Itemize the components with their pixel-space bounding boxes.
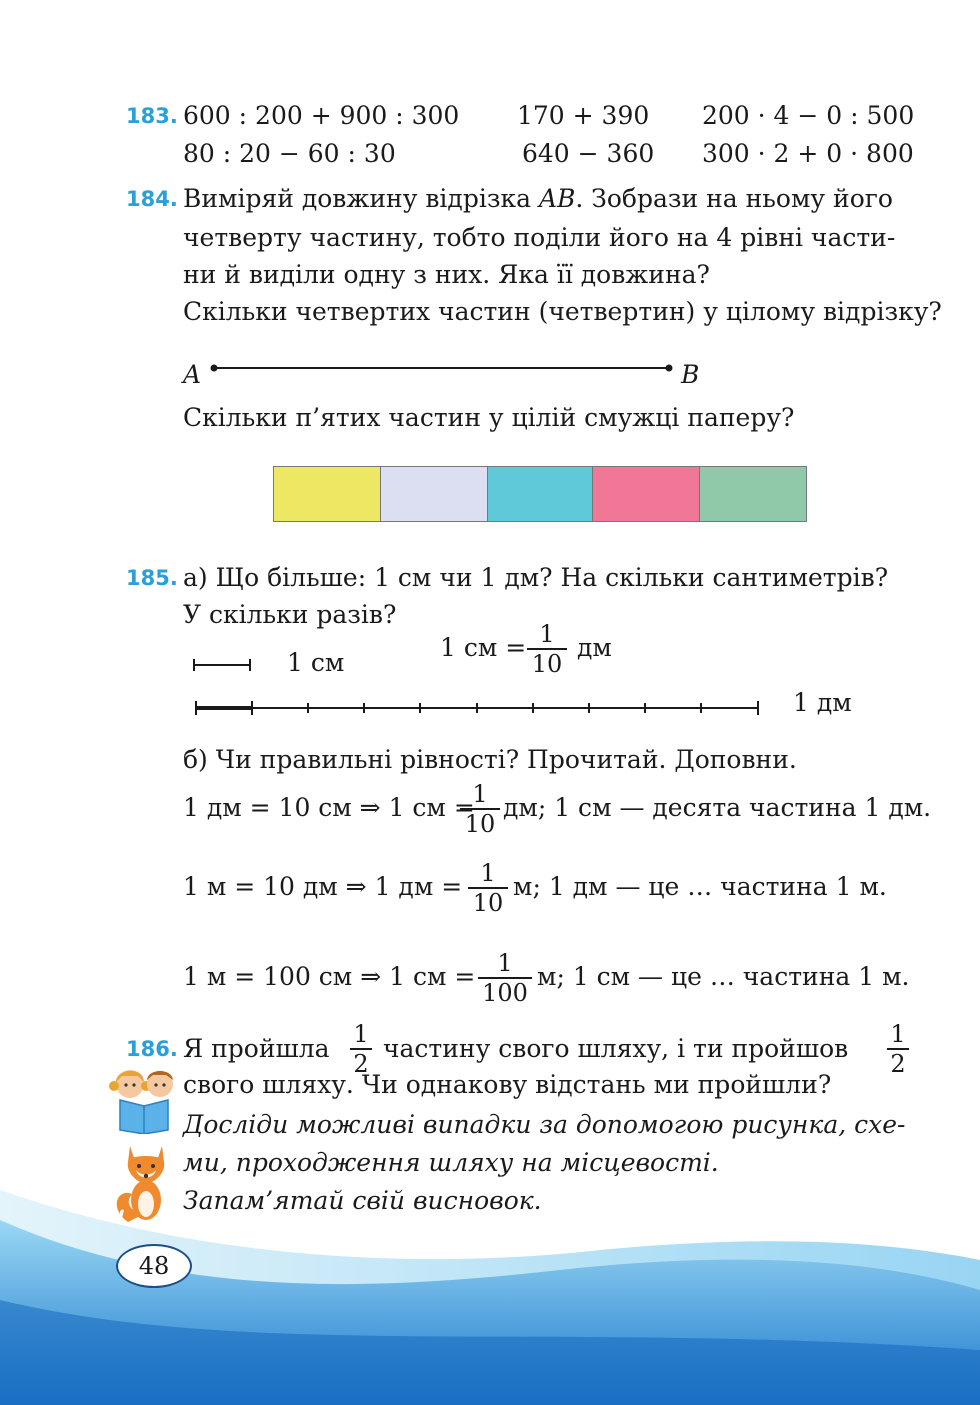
point-a-label: A xyxy=(183,360,202,389)
eq-3-left: 1 м = 100 см ⇒ 1 см = xyxy=(183,962,476,991)
task-186-line-5: Запам’ятай свій висновок. xyxy=(183,1186,542,1215)
eq-2-fraction: 1 10 xyxy=(468,860,508,916)
page-number-badge xyxy=(116,1244,192,1288)
eq-1-fraction: 1 10 xyxy=(460,781,500,837)
one-dm-label: 1 дм xyxy=(793,688,852,717)
task-183-expr-1: 600 : 200 + 900 : 300 xyxy=(183,101,460,130)
task-186-line-2: свого шляху. Чи однакову відстань ми пройшли? xyxy=(183,1070,832,1099)
task-183-expr-3: 200 · 4 − 0 : 500 xyxy=(702,101,915,130)
segment-ab xyxy=(205,360,680,376)
strip-part-3 xyxy=(487,466,593,522)
eq-3-right: м; 1 см — це … частина 1 м. xyxy=(537,962,910,991)
task-185-a-line-2: У скільки разів? xyxy=(183,600,397,629)
strip-part-2 xyxy=(380,466,488,522)
task-185-b-line: б) Чи правильні рівності? Прочитай. Доповни. xyxy=(183,745,797,774)
strip-part-1 xyxy=(273,466,381,522)
cm-eq-fraction: 1 10 xyxy=(527,621,567,677)
task-185-number: 185. xyxy=(126,566,178,590)
eq-2-left: 1 м = 10 дм ⇒ 1 дм = xyxy=(183,872,463,901)
cm-eq-left: 1 см = xyxy=(440,633,527,662)
task-186-fraction-1: 1 2 xyxy=(350,1021,372,1077)
children-reading-icon xyxy=(108,1064,180,1134)
eq-1-left: 1 дм = 10 см ⇒ 1 см = xyxy=(183,793,475,822)
fox-icon xyxy=(114,1138,178,1226)
decimeter-ruler xyxy=(190,698,765,718)
task-186-fraction-2: 1 2 xyxy=(887,1021,909,1077)
strip-part-4 xyxy=(592,466,700,522)
task-184-line-3: ни й виділи одну з них. Яка її довжина? xyxy=(183,260,710,289)
task-183-expr-6: 300 · 2 + 0 · 800 xyxy=(702,139,914,168)
task-183-expr-4: 80 : 20 − 60 : 30 xyxy=(183,139,396,168)
eq-2-right: м; 1 дм — це … частина 1 м. xyxy=(513,872,887,901)
task-186-number: 186. xyxy=(126,1037,178,1061)
task-186-line-3: Досліди можливі випадки за допомогою рисунка, схе- xyxy=(183,1110,906,1139)
task-184-number: 184. xyxy=(126,187,178,211)
cm-eq-unit: дм xyxy=(577,633,612,662)
task-184-question-2: Скільки п’ятих частин у цілій смужці паперу? xyxy=(183,403,795,432)
strip-part-5 xyxy=(699,466,807,522)
task-186-line-1-a: Я пройшла xyxy=(183,1034,330,1063)
paper-strip xyxy=(273,466,807,522)
task-183-number: 183. xyxy=(126,104,178,128)
task-183-expr-2: 170 + 390 xyxy=(517,101,650,130)
task-186-line-1-b: частину свого шляху, і ти пройшов xyxy=(383,1034,849,1063)
one-cm-segment xyxy=(190,658,256,672)
task-186-line-4: ми, проходження шляху на місцевості. xyxy=(183,1148,719,1177)
eq-1-right: дм; 1 см — десята частина 1 дм. xyxy=(503,793,932,822)
task-185-a-line-1: а) Що більше: 1 см чи 1 дм? На скільки сантиметрів? xyxy=(183,563,889,592)
task-184-line-2: четверту частину, тобто поділи його на 4 рівні части- xyxy=(183,223,896,252)
task-184-line-4: Скільки четвертих частин (четвертин) у цілому відрізку? xyxy=(183,297,942,326)
one-cm-label: 1 см xyxy=(287,648,345,677)
task-183-expr-5: 640 − 360 xyxy=(522,139,655,168)
point-b-label: B xyxy=(681,360,700,389)
page-number: 48 xyxy=(138,1252,170,1280)
eq-3-fraction: 1 100 xyxy=(478,950,532,1006)
task-184-line-1: Виміряй довжину відрізка AB. Зобрази на ньому його xyxy=(183,184,893,213)
